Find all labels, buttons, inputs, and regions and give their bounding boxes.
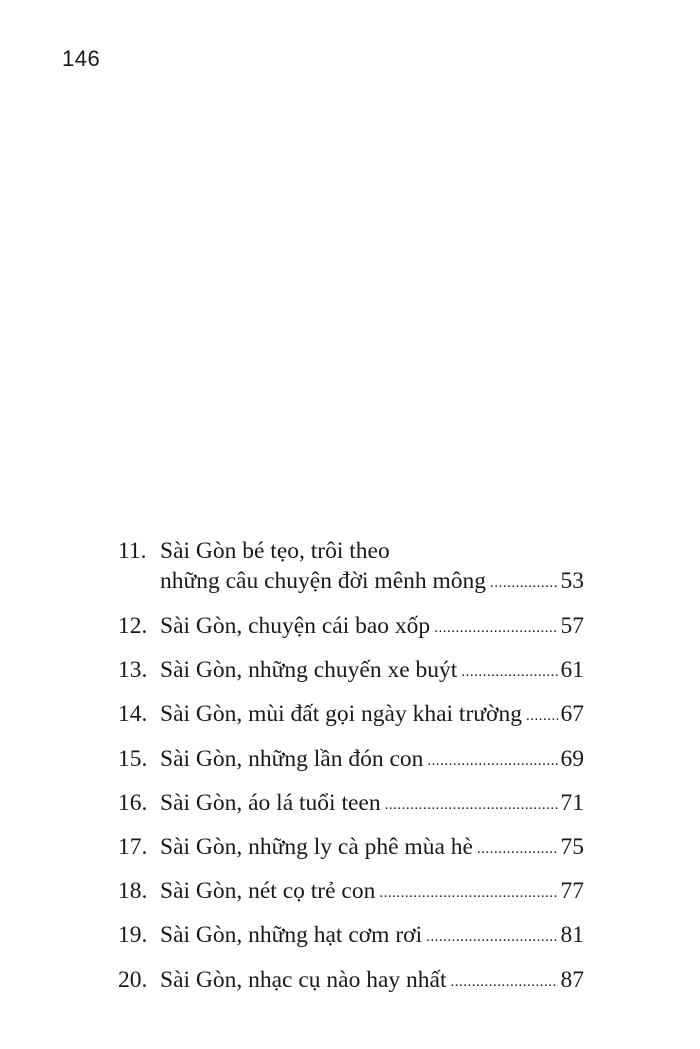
- toc-entry-page: 57: [560, 613, 584, 639]
- toc-entry-number: 15.: [118, 745, 148, 772]
- toc-entry-number: 13.: [118, 657, 148, 684]
- toc-entry-page: 75: [560, 833, 584, 860]
- dot-leader: [526, 709, 558, 724]
- toc-entry-number: 16.: [118, 789, 148, 816]
- toc-entry: [118, 920, 584, 950]
- toc-entry-page: 53: [560, 568, 584, 594]
- toc-entry: [118, 744, 584, 774]
- toc-entry-body: [160, 536, 584, 596]
- toc-entry-title: Sài Gòn, những lần đón con: [160, 745, 424, 772]
- toc-entry-title-line: Sài Gòn bé tẹo, trôi theo: [160, 538, 390, 564]
- dot-leader: [490, 576, 557, 591]
- toc-entry: [118, 655, 584, 685]
- toc-entry-line: [160, 920, 584, 950]
- toc-entry-body: [160, 788, 584, 818]
- toc-entry-page: 81: [560, 922, 584, 949]
- toc-entry-title: Sài Gòn, những chuyến xe buýt: [160, 657, 458, 684]
- toc-entry-page: 71: [560, 789, 584, 816]
- toc-entry-number: 18.: [118, 878, 148, 905]
- toc-entry-body: [160, 965, 584, 995]
- toc-entry-number: 14.: [118, 701, 148, 728]
- toc-entry: [118, 611, 584, 641]
- toc-entry-title: Sài Gòn, nét cọ trẻ con: [160, 878, 376, 905]
- toc-entry: [118, 876, 584, 906]
- dot-leader: [385, 798, 558, 813]
- toc-entry-title: Sài Gòn, áo lá tuổi teen: [160, 789, 381, 816]
- toc-entry-body: [160, 655, 584, 685]
- toc-entry-line: [160, 655, 584, 685]
- toc-entry-line: [160, 611, 584, 641]
- toc-entry-number: 12.: [118, 613, 148, 639]
- toc-entry-title: Sài Gòn, nhạc cụ nào hay nhất: [160, 966, 447, 993]
- toc-entry-title: Sài Gòn, mùi đất gọi ngày khai trường: [160, 701, 522, 728]
- dot-leader: [477, 842, 558, 857]
- page-number: 146: [62, 46, 101, 71]
- toc-entry-body: [160, 876, 584, 906]
- toc-entry-line: [160, 788, 584, 818]
- toc-entry: [118, 832, 584, 862]
- toc-entry: [118, 699, 584, 729]
- toc-entry-title: Sài Gòn, những ly cà phê mùa hè: [160, 833, 473, 860]
- toc-entry-page: 61: [560, 657, 584, 684]
- toc-entry-page: 77: [560, 878, 584, 905]
- toc-entry-body: [160, 611, 584, 641]
- dot-leader: [461, 665, 557, 680]
- toc-entry-body: [160, 744, 584, 774]
- toc-entry: [118, 965, 584, 995]
- toc-entry-line: [160, 876, 584, 906]
- dot-leader: [434, 621, 557, 636]
- toc-entry-number: 17.: [118, 833, 148, 860]
- dot-leader: [451, 975, 558, 990]
- toc-entry: [118, 788, 584, 818]
- toc-entry-line: [160, 965, 584, 995]
- toc-entry-title: những câu chuyện đời mênh mông: [160, 568, 487, 594]
- dot-leader: [426, 930, 557, 945]
- toc-entry-line: [160, 566, 584, 596]
- toc-entry-title: Sài Gòn, chuyện cái bao xốp: [160, 613, 431, 639]
- toc-entry: [118, 536, 584, 596]
- toc-entry-body: [160, 699, 584, 729]
- toc-entry-page: 87: [560, 966, 584, 993]
- dot-leader: [379, 886, 557, 901]
- toc-entry-title: Sài Gòn, những hạt cơm rơi: [160, 922, 423, 949]
- toc-entry-line: [160, 832, 584, 862]
- toc-entry-body: [160, 832, 584, 862]
- toc-entry-number: 19.: [118, 922, 148, 949]
- toc-entry-page: 67: [560, 701, 584, 728]
- toc-entry-line: [160, 699, 584, 729]
- toc-entry-number: 11.: [118, 538, 147, 564]
- toc-entry-page: 69: [560, 745, 584, 772]
- toc-entry-number: 20.: [118, 966, 148, 993]
- dot-leader: [427, 754, 557, 769]
- toc-entry-line: [160, 744, 584, 774]
- toc-entry-body: [160, 920, 584, 950]
- table-of-contents: [118, 536, 584, 1009]
